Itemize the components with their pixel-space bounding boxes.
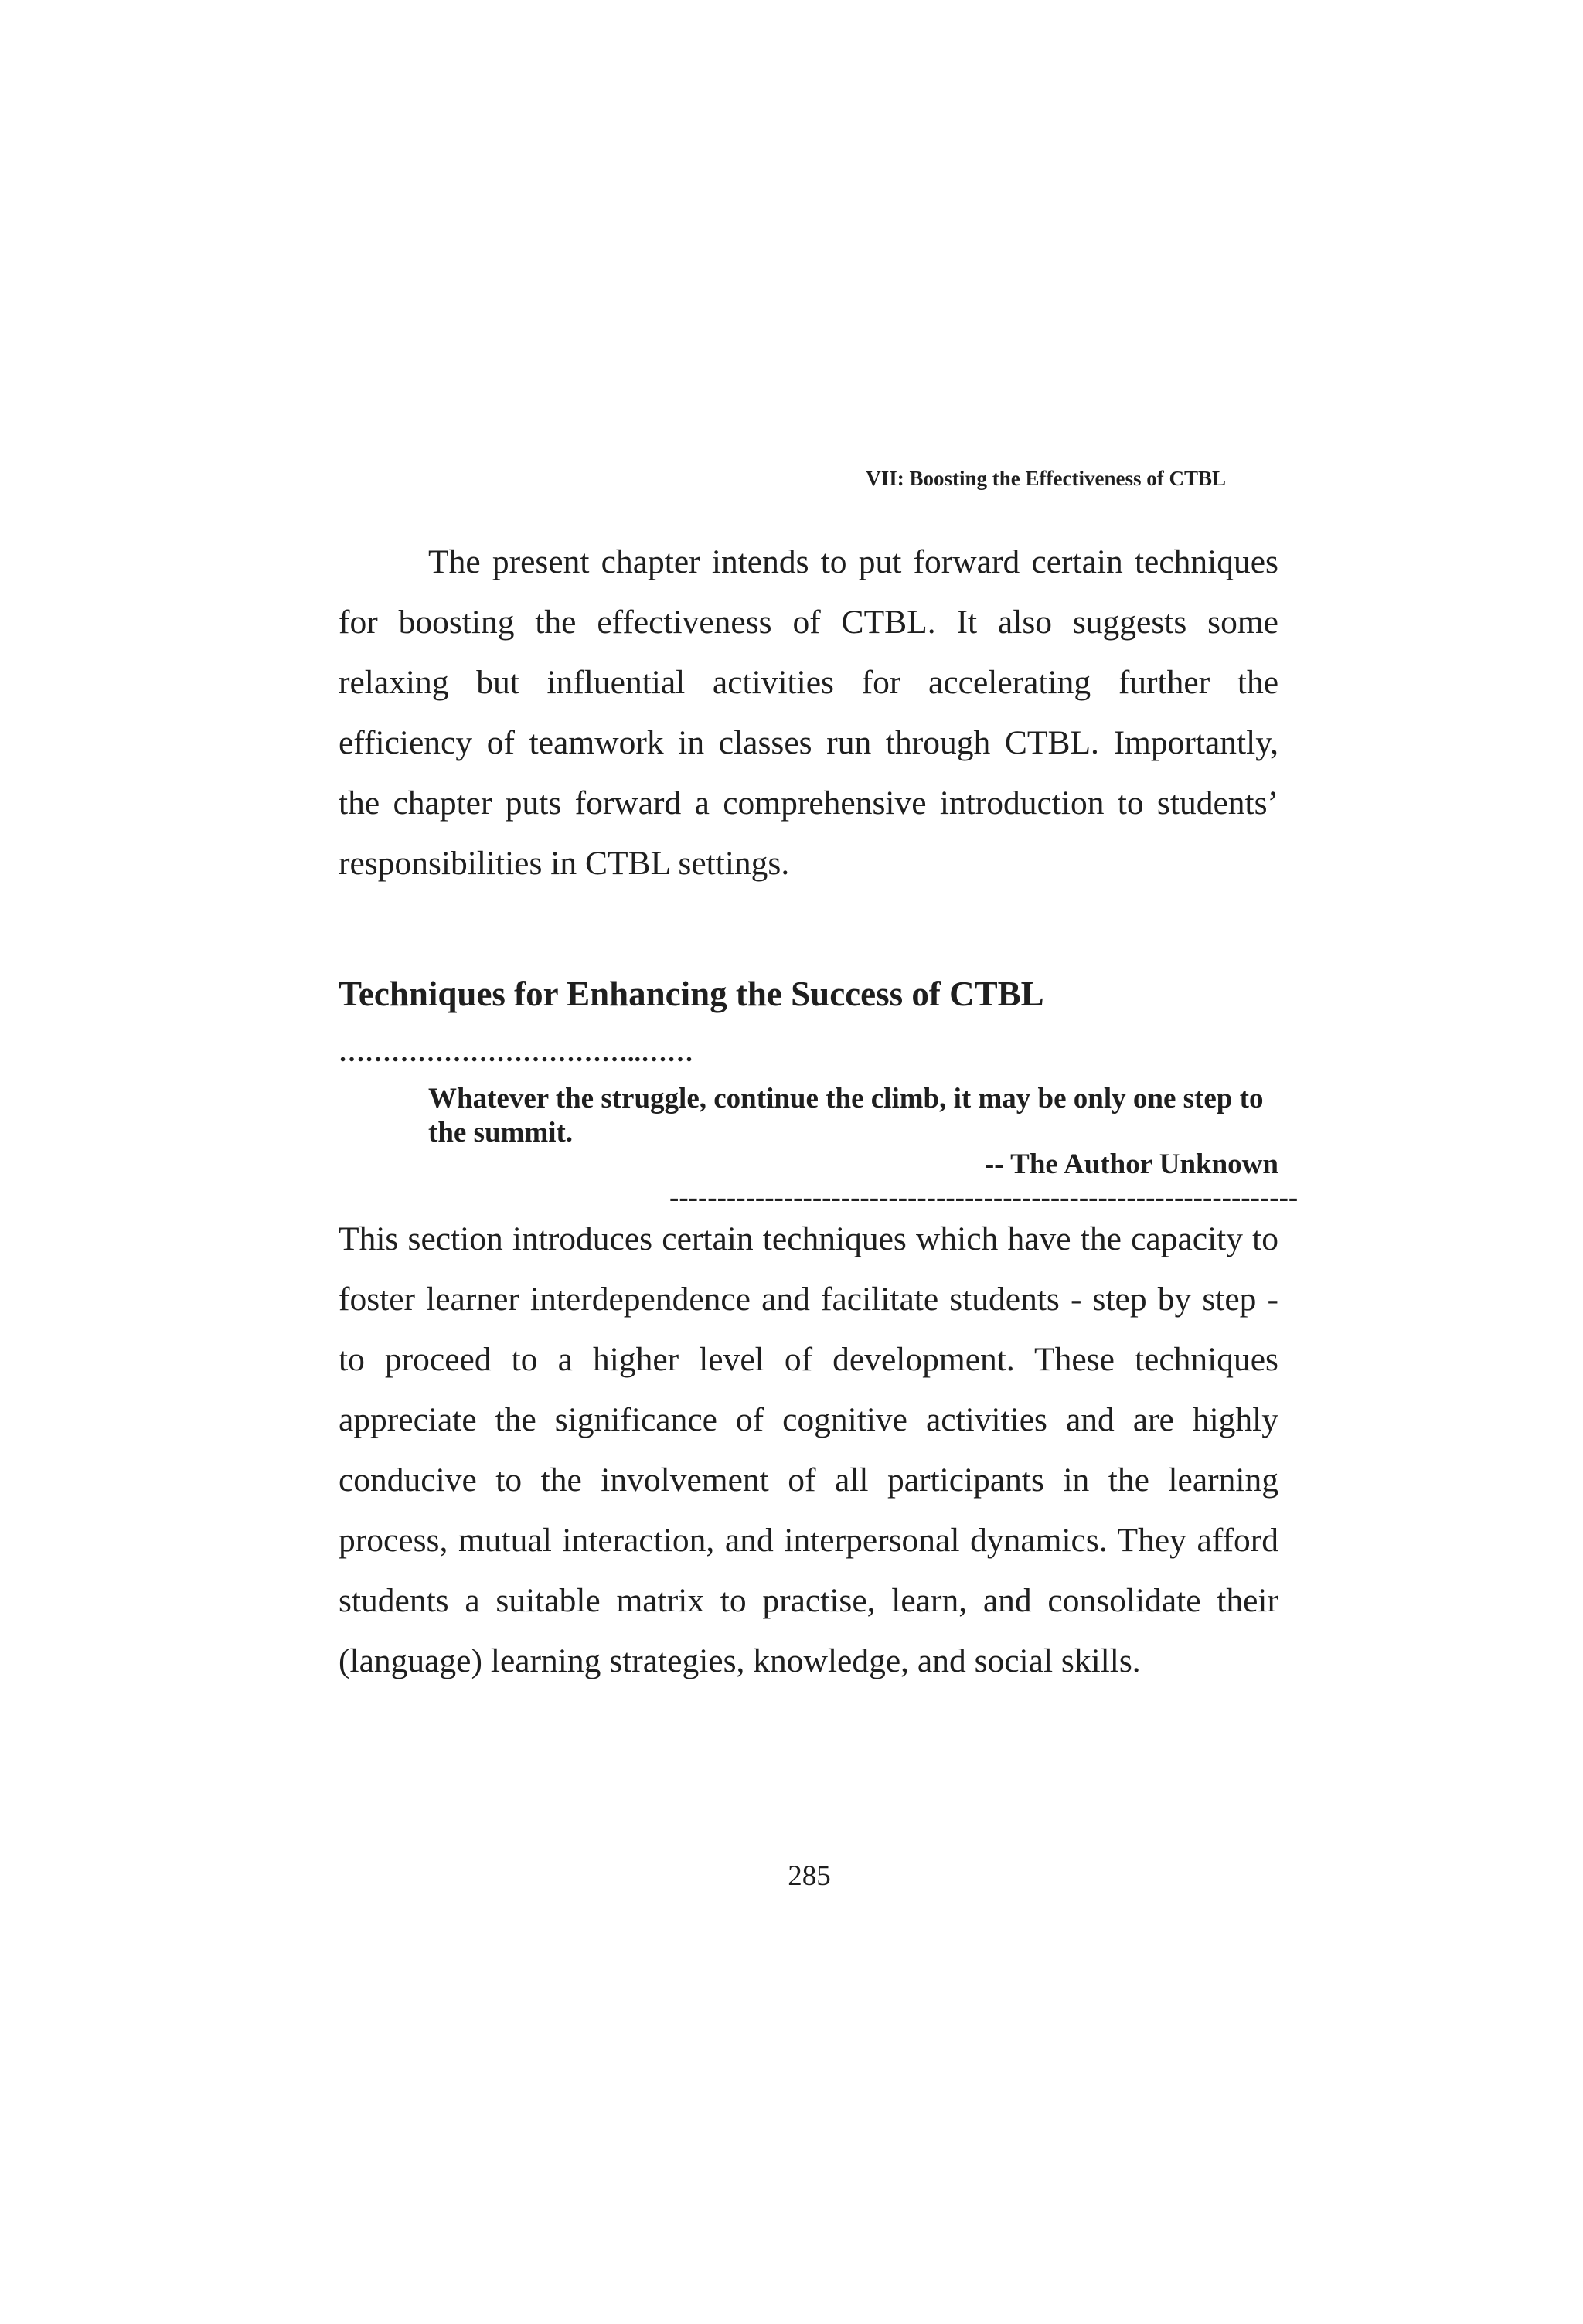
section-paragraph: This section introduces certain techniques which have the capacity to foster learner interdependence and facilitate students - step by step - to proceed to a higher level of development. These techniques appreciate the significance of cognitive activities and are highly conducive to the involvement of all participants in the learning process, mutual interaction, and interpersonal dynamics. They afford students a suitable matrix to practise, learn, and consolidate their (language) learning strategies, knowledge, and social skills. bbox=[339, 1220, 1278, 1679]
dashed-rule: ------------------------------------------------------------------ bbox=[669, 1186, 1299, 1210]
intro-paragraph: The present chapter intends to put forward certain techniques for boosting the effectiveness of CTBL. It also suggests some relaxing but influential activities for accelerating further the efficiency of teamwork in classes run through CTBL. Importantly, the chapter puts forward a comprehensive introduction to students’ responsibilities in CTBL settings. bbox=[339, 543, 1278, 882]
epigraph-quote: Whatever the struggle, continue the climb, it may be only one step to the summit. bbox=[428, 1083, 1264, 1148]
page-number: 285 bbox=[788, 1860, 831, 1892]
running-head: VII: Boosting the Effectiveness of CTBL bbox=[866, 467, 1226, 490]
epigraph-attribution: -- The Author Unknown bbox=[984, 1148, 1278, 1180]
section-heading: Techniques for Enhancing the Success of CTBL bbox=[339, 975, 1044, 1013]
dotted-separator: ……………………………..…… bbox=[339, 1039, 693, 1067]
